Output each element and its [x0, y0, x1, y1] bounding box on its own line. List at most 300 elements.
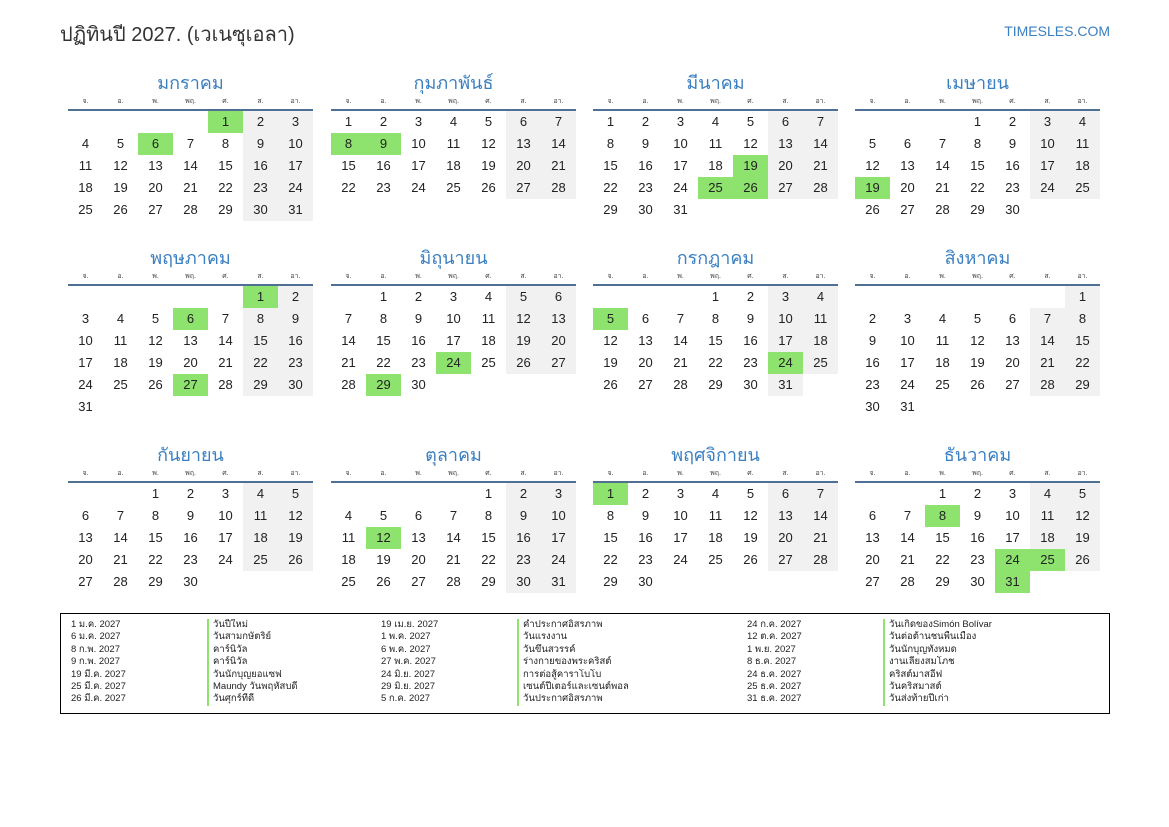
day-cell[interactable]: 28	[113, 574, 128, 589]
day-cell[interactable]: 26	[1065, 549, 1100, 571]
day-cell[interactable]: 20	[148, 180, 163, 195]
day-cell[interactable]: 30	[1005, 202, 1020, 217]
day-cell[interactable]: 27	[768, 177, 803, 199]
day-cell[interactable]: 19	[970, 355, 985, 370]
holiday-day-cell[interactable]: 19	[855, 177, 890, 199]
day-cell[interactable]: 6	[1008, 311, 1017, 326]
day-cell[interactable]: 1	[711, 289, 720, 304]
day-cell[interactable]: 28	[446, 574, 461, 589]
day-cell[interactable]: 9	[278, 308, 313, 330]
day-cell[interactable]: 25	[481, 355, 496, 370]
day-cell[interactable]: 10	[1005, 508, 1020, 523]
day-cell[interactable]: 26	[278, 549, 313, 571]
day-cell[interactable]: 2	[868, 311, 877, 326]
day-cell[interactable]: 5	[506, 286, 541, 308]
day-cell[interactable]: 25	[446, 180, 461, 195]
day-cell[interactable]: 11	[113, 333, 128, 348]
day-cell[interactable]: 24	[218, 552, 233, 567]
holiday-day-cell[interactable]: 9	[366, 133, 401, 155]
day-cell[interactable]: 14	[341, 333, 356, 348]
day-cell[interactable]: 20	[506, 155, 541, 177]
day-cell[interactable]: 13	[865, 530, 880, 545]
day-cell[interactable]: 25	[78, 202, 93, 217]
day-cell[interactable]: 21	[673, 355, 688, 370]
day-cell[interactable]: 11	[935, 333, 950, 348]
day-cell[interactable]: 2	[641, 114, 650, 129]
day-cell[interactable]: 21	[803, 527, 838, 549]
day-cell[interactable]: 21	[341, 355, 356, 370]
day-cell[interactable]: 14	[541, 133, 576, 155]
day-cell[interactable]: 18	[243, 527, 278, 549]
day-cell[interactable]: 25	[708, 552, 723, 567]
day-cell[interactable]: 9	[1008, 136, 1017, 151]
day-cell[interactable]: 5	[868, 136, 877, 151]
holiday-day-cell[interactable]: 12	[366, 527, 401, 549]
day-cell[interactable]: 24	[673, 552, 688, 567]
day-cell[interactable]: 16	[183, 530, 198, 545]
day-cell[interactable]: 30	[970, 574, 985, 589]
day-cell[interactable]: 25	[1065, 177, 1100, 199]
day-cell[interactable]: 17	[278, 155, 313, 177]
day-cell[interactable]: 17	[900, 355, 915, 370]
day-cell[interactable]: 6	[641, 311, 650, 326]
day-cell[interactable]: 3	[768, 286, 803, 308]
day-cell[interactable]: 31	[673, 202, 688, 217]
day-cell[interactable]: 12	[278, 505, 313, 527]
day-cell[interactable]: 27	[148, 202, 163, 217]
day-cell[interactable]: 4	[449, 114, 458, 129]
day-cell[interactable]: 1	[344, 114, 353, 129]
day-cell[interactable]: 11	[341, 530, 356, 545]
day-cell[interactable]: 6	[903, 136, 912, 151]
day-cell[interactable]: 26	[603, 377, 618, 392]
day-cell[interactable]: 3	[676, 486, 685, 501]
day-cell[interactable]: 23	[243, 177, 278, 199]
day-cell[interactable]: 17	[1030, 155, 1065, 177]
day-cell[interactable]: 25	[113, 377, 128, 392]
day-cell[interactable]: 4	[344, 508, 353, 523]
day-cell[interactable]: 13	[506, 133, 541, 155]
day-cell[interactable]: 23	[411, 355, 426, 370]
day-cell[interactable]: 2	[641, 486, 650, 501]
day-cell[interactable]: 23	[506, 549, 541, 571]
day-cell[interactable]: 13	[411, 530, 426, 545]
day-cell[interactable]: 20	[768, 155, 803, 177]
day-cell[interactable]: 14	[673, 333, 688, 348]
day-cell[interactable]: 22	[970, 180, 985, 195]
day-cell[interactable]: 31	[541, 571, 576, 593]
day-cell[interactable]: 16	[743, 333, 758, 348]
day-cell[interactable]: 21	[803, 155, 838, 177]
day-cell[interactable]: 12	[743, 508, 758, 523]
day-cell[interactable]: 2	[278, 286, 313, 308]
day-cell[interactable]: 22	[148, 552, 163, 567]
day-cell[interactable]: 31	[78, 399, 93, 414]
holiday-day-cell[interactable]: 6	[138, 133, 173, 155]
day-cell[interactable]: 4	[81, 136, 90, 151]
day-cell[interactable]: 27	[865, 574, 880, 589]
day-cell[interactable]: 29	[1065, 374, 1100, 396]
day-cell[interactable]: 16	[865, 355, 880, 370]
day-cell[interactable]: 19	[603, 355, 618, 370]
day-cell[interactable]: 26	[970, 377, 985, 392]
day-cell[interactable]: 12	[113, 158, 128, 173]
day-cell[interactable]: 30	[865, 399, 880, 414]
day-cell[interactable]: 22	[376, 355, 391, 370]
day-cell[interactable]: 21	[446, 552, 461, 567]
day-cell[interactable]: 15	[708, 333, 723, 348]
day-cell[interactable]: 2	[379, 114, 388, 129]
day-cell[interactable]: 4	[711, 114, 720, 129]
day-cell[interactable]: 17	[78, 355, 93, 370]
day-cell[interactable]: 13	[768, 505, 803, 527]
day-cell[interactable]: 9	[973, 508, 982, 523]
day-cell[interactable]: 15	[218, 158, 233, 173]
day-cell[interactable]: 5	[746, 486, 755, 501]
day-cell[interactable]: 20	[638, 355, 653, 370]
day-cell[interactable]: 4	[1030, 483, 1065, 505]
day-cell[interactable]: 15	[481, 530, 496, 545]
day-cell[interactable]: 15	[376, 333, 391, 348]
day-cell[interactable]: 21	[183, 180, 198, 195]
day-cell[interactable]: 29	[148, 574, 163, 589]
day-cell[interactable]: 16	[411, 333, 426, 348]
day-cell[interactable]: 7	[903, 508, 912, 523]
day-cell[interactable]: 10	[541, 505, 576, 527]
day-cell[interactable]: 28	[900, 574, 915, 589]
day-cell[interactable]: 25	[803, 352, 838, 374]
holiday-day-cell[interactable]: 5	[593, 308, 628, 330]
day-cell[interactable]: 11	[803, 308, 838, 330]
day-cell[interactable]: 1	[1065, 286, 1100, 308]
day-cell[interactable]: 3	[1030, 111, 1065, 133]
day-cell[interactable]: 28	[541, 177, 576, 199]
day-cell[interactable]: 18	[78, 180, 93, 195]
day-cell[interactable]: 26	[865, 202, 880, 217]
day-cell[interactable]: 19	[113, 180, 128, 195]
day-cell[interactable]: 13	[78, 530, 93, 545]
day-cell[interactable]: 4	[243, 483, 278, 505]
holiday-day-cell[interactable]: 8	[331, 133, 366, 155]
day-cell[interactable]: 25	[935, 377, 950, 392]
day-cell[interactable]: 18	[1065, 155, 1100, 177]
day-cell[interactable]: 3	[541, 483, 576, 505]
day-cell[interactable]: 8	[243, 308, 278, 330]
day-cell[interactable]: 14	[218, 333, 233, 348]
day-cell[interactable]: 29	[708, 377, 723, 392]
day-cell[interactable]: 17	[1005, 530, 1020, 545]
day-cell[interactable]: 11	[481, 311, 496, 326]
holiday-day-cell[interactable]: 24	[995, 549, 1030, 571]
day-cell[interactable]: 15	[1065, 330, 1100, 352]
day-cell[interactable]: 28	[218, 377, 233, 392]
day-cell[interactable]: 12	[506, 308, 541, 330]
day-cell[interactable]: 1	[484, 486, 493, 501]
day-cell[interactable]: 23	[1005, 180, 1020, 195]
holiday-day-cell[interactable]: 25	[1030, 549, 1065, 571]
day-cell[interactable]: 17	[768, 330, 803, 352]
day-cell[interactable]: 8	[606, 136, 615, 151]
day-cell[interactable]: 16	[638, 158, 653, 173]
day-cell[interactable]: 31	[278, 199, 313, 221]
day-cell[interactable]: 24	[78, 377, 93, 392]
day-cell[interactable]: 18	[481, 333, 496, 348]
day-cell[interactable]: 17	[673, 530, 688, 545]
day-cell[interactable]: 13	[1005, 333, 1020, 348]
day-cell[interactable]: 4	[484, 289, 493, 304]
day-cell[interactable]: 12	[603, 333, 618, 348]
holiday-day-cell[interactable]: 27	[173, 374, 208, 396]
day-cell[interactable]: 14	[1030, 330, 1065, 352]
day-cell[interactable]: 22	[481, 552, 496, 567]
day-cell[interactable]: 6	[868, 508, 877, 523]
day-cell[interactable]: 30	[243, 199, 278, 221]
day-cell[interactable]: 16	[278, 330, 313, 352]
day-cell[interactable]: 14	[446, 530, 461, 545]
day-cell[interactable]: 23	[638, 180, 653, 195]
holiday-day-cell[interactable]: 8	[925, 505, 960, 527]
day-cell[interactable]: 12	[865, 158, 880, 173]
day-cell[interactable]: 10	[1030, 133, 1065, 155]
day-cell[interactable]: 4	[116, 311, 125, 326]
day-cell[interactable]: 15	[603, 530, 618, 545]
day-cell[interactable]: 24	[278, 177, 313, 199]
day-cell[interactable]: 8	[151, 508, 160, 523]
day-cell[interactable]: 22	[1065, 352, 1100, 374]
day-cell[interactable]: 5	[151, 311, 160, 326]
day-cell[interactable]: 14	[113, 530, 128, 545]
day-cell[interactable]: 20	[541, 330, 576, 352]
day-cell[interactable]: 26	[113, 202, 128, 217]
day-cell[interactable]: 11	[243, 505, 278, 527]
day-cell[interactable]: 5	[278, 483, 313, 505]
day-cell[interactable]: 8	[484, 508, 493, 523]
day-cell[interactable]: 23	[278, 352, 313, 374]
day-cell[interactable]: 25	[243, 549, 278, 571]
day-cell[interactable]: 15	[970, 158, 985, 173]
day-cell[interactable]: 18	[935, 355, 950, 370]
day-cell[interactable]: 16	[506, 527, 541, 549]
day-cell[interactable]: 2	[186, 486, 195, 501]
day-cell[interactable]: 30	[638, 202, 653, 217]
day-cell[interactable]: 17	[411, 158, 426, 173]
day-cell[interactable]: 1	[606, 114, 615, 129]
day-cell[interactable]: 28	[1030, 374, 1065, 396]
holiday-day-cell[interactable]: 1	[593, 483, 628, 505]
day-cell[interactable]: 24	[900, 377, 915, 392]
day-cell[interactable]: 9	[506, 505, 541, 527]
day-cell[interactable]: 7	[803, 483, 838, 505]
day-cell[interactable]: 14	[183, 158, 198, 173]
day-cell[interactable]: 2	[973, 486, 982, 501]
day-cell[interactable]: 26	[148, 377, 163, 392]
day-cell[interactable]: 22	[603, 180, 618, 195]
day-cell[interactable]: 2	[1008, 114, 1017, 129]
day-cell[interactable]: 19	[278, 527, 313, 549]
holiday-day-cell[interactable]: 31	[995, 571, 1030, 593]
day-cell[interactable]: 2	[746, 289, 755, 304]
day-cell[interactable]: 1	[151, 486, 160, 501]
day-cell[interactable]: 12	[970, 333, 985, 348]
day-cell[interactable]: 1	[973, 114, 982, 129]
day-cell[interactable]: 10	[278, 133, 313, 155]
day-cell[interactable]: 21	[1030, 352, 1065, 374]
day-cell[interactable]: 24	[673, 180, 688, 195]
day-cell[interactable]: 16	[243, 155, 278, 177]
day-cell[interactable]: 29	[603, 202, 618, 217]
day-cell[interactable]: 7	[541, 111, 576, 133]
day-cell[interactable]: 20	[411, 552, 426, 567]
holiday-day-cell[interactable]: 6	[173, 308, 208, 330]
day-cell[interactable]: 10	[78, 333, 93, 348]
day-cell[interactable]: 13	[768, 133, 803, 155]
day-cell[interactable]: 22	[243, 352, 278, 374]
day-cell[interactable]: 7	[221, 311, 230, 326]
day-cell[interactable]: 8	[973, 136, 982, 151]
day-cell[interactable]: 25	[341, 574, 356, 589]
day-cell[interactable]: 18	[1030, 527, 1065, 549]
day-cell[interactable]: 13	[900, 158, 915, 173]
day-cell[interactable]: 7	[938, 136, 947, 151]
day-cell[interactable]: 9	[186, 508, 195, 523]
day-cell[interactable]: 6	[506, 111, 541, 133]
day-cell[interactable]: 19	[743, 530, 758, 545]
day-cell[interactable]: 5	[379, 508, 388, 523]
day-cell[interactable]: 2	[243, 111, 278, 133]
day-cell[interactable]: 9	[641, 508, 650, 523]
day-cell[interactable]: 16	[1005, 158, 1020, 173]
day-cell[interactable]: 7	[803, 111, 838, 133]
day-cell[interactable]: 20	[900, 180, 915, 195]
day-cell[interactable]: 10	[218, 508, 233, 523]
day-cell[interactable]: 11	[1030, 505, 1065, 527]
day-cell[interactable]: 19	[506, 330, 541, 352]
day-cell[interactable]: 11	[446, 136, 461, 151]
day-cell[interactable]: 27	[411, 574, 426, 589]
day-cell[interactable]: 6	[768, 111, 803, 133]
day-cell[interactable]: 17	[446, 333, 461, 348]
day-cell[interactable]: 26	[743, 552, 758, 567]
day-cell[interactable]: 1	[938, 486, 947, 501]
day-cell[interactable]: 30	[743, 377, 758, 392]
day-cell[interactable]: 23	[970, 552, 985, 567]
day-cell[interactable]: 10	[768, 308, 803, 330]
day-cell[interactable]: 13	[183, 333, 198, 348]
day-cell[interactable]: 18	[708, 530, 723, 545]
day-cell[interactable]: 27	[541, 352, 576, 374]
day-cell[interactable]: 5	[746, 114, 755, 129]
day-cell[interactable]: 24	[411, 180, 426, 195]
holiday-day-cell[interactable]: 1	[208, 111, 243, 133]
day-cell[interactable]: 15	[148, 530, 163, 545]
day-cell[interactable]: 26	[481, 180, 496, 195]
day-cell[interactable]: 17	[218, 530, 233, 545]
day-cell[interactable]: 1	[379, 289, 388, 304]
day-cell[interactable]: 20	[865, 552, 880, 567]
day-cell[interactable]: 30	[506, 571, 541, 593]
day-cell[interactable]: 22	[935, 552, 950, 567]
day-cell[interactable]: 27	[506, 177, 541, 199]
day-cell[interactable]: 5	[973, 311, 982, 326]
day-cell[interactable]: 19	[376, 552, 391, 567]
day-cell[interactable]: 19	[1065, 527, 1100, 549]
day-cell[interactable]: 20	[183, 355, 198, 370]
day-cell[interactable]: 21	[218, 355, 233, 370]
day-cell[interactable]: 10	[411, 136, 426, 151]
day-cell[interactable]: 28	[935, 202, 950, 217]
day-cell[interactable]: 11	[708, 508, 723, 523]
day-cell[interactable]: 12	[743, 136, 758, 151]
day-cell[interactable]: 19	[481, 158, 496, 173]
day-cell[interactable]: 16	[970, 530, 985, 545]
day-cell[interactable]: 7	[344, 311, 353, 326]
day-cell[interactable]: 24	[541, 549, 576, 571]
day-cell[interactable]: 8	[711, 311, 720, 326]
day-cell[interactable]: 31	[768, 374, 803, 396]
day-cell[interactable]: 15	[603, 158, 618, 173]
day-cell[interactable]: 12	[481, 136, 496, 151]
day-cell[interactable]: 12	[148, 333, 163, 348]
day-cell[interactable]: 14	[803, 133, 838, 155]
day-cell[interactable]: 23	[865, 377, 880, 392]
day-cell[interactable]: 29	[935, 574, 950, 589]
day-cell[interactable]: 7	[449, 508, 458, 523]
day-cell[interactable]: 17	[541, 527, 576, 549]
day-cell[interactable]: 3	[414, 114, 423, 129]
day-cell[interactable]: 18	[446, 158, 461, 173]
day-cell[interactable]: 27	[1005, 377, 1020, 392]
day-cell[interactable]: 10	[673, 136, 688, 151]
day-cell[interactable]: 16	[376, 158, 391, 173]
day-cell[interactable]: 7	[116, 508, 125, 523]
day-cell[interactable]: 18	[803, 330, 838, 352]
day-cell[interactable]: 30	[411, 377, 426, 392]
day-cell[interactable]: 6	[541, 286, 576, 308]
day-cell[interactable]: 18	[341, 552, 356, 567]
day-cell[interactable]: 8	[221, 136, 230, 151]
day-cell[interactable]: 30	[638, 574, 653, 589]
day-cell[interactable]: 4	[938, 311, 947, 326]
day-cell[interactable]: 30	[278, 374, 313, 396]
day-cell[interactable]: 29	[603, 574, 618, 589]
day-cell[interactable]: 21	[900, 552, 915, 567]
day-cell[interactable]: 19	[148, 355, 163, 370]
day-cell[interactable]: 15	[341, 158, 356, 173]
day-cell[interactable]: 10	[900, 333, 915, 348]
day-cell[interactable]: 16	[638, 530, 653, 545]
day-cell[interactable]: 27	[78, 574, 93, 589]
day-cell[interactable]: 6	[414, 508, 423, 523]
day-cell[interactable]: 15	[935, 530, 950, 545]
day-cell[interactable]: 23	[376, 180, 391, 195]
day-cell[interactable]: 20	[78, 552, 93, 567]
day-cell[interactable]: 9	[641, 136, 650, 151]
day-cell[interactable]: 3	[676, 114, 685, 129]
day-cell[interactable]: 4	[711, 486, 720, 501]
day-cell[interactable]: 28	[803, 549, 838, 571]
day-cell[interactable]: 3	[449, 289, 458, 304]
day-cell[interactable]: 3	[1008, 486, 1017, 501]
day-cell[interactable]: 3	[278, 111, 313, 133]
day-cell[interactable]: 9	[243, 133, 278, 155]
holiday-day-cell[interactable]: 24	[436, 352, 471, 374]
day-cell[interactable]: 7	[676, 311, 685, 326]
day-cell[interactable]: 28	[341, 377, 356, 392]
day-cell[interactable]: 7	[1030, 308, 1065, 330]
day-cell[interactable]: 23	[183, 552, 198, 567]
holiday-day-cell[interactable]: 19	[733, 155, 768, 177]
day-cell[interactable]: 30	[183, 574, 198, 589]
